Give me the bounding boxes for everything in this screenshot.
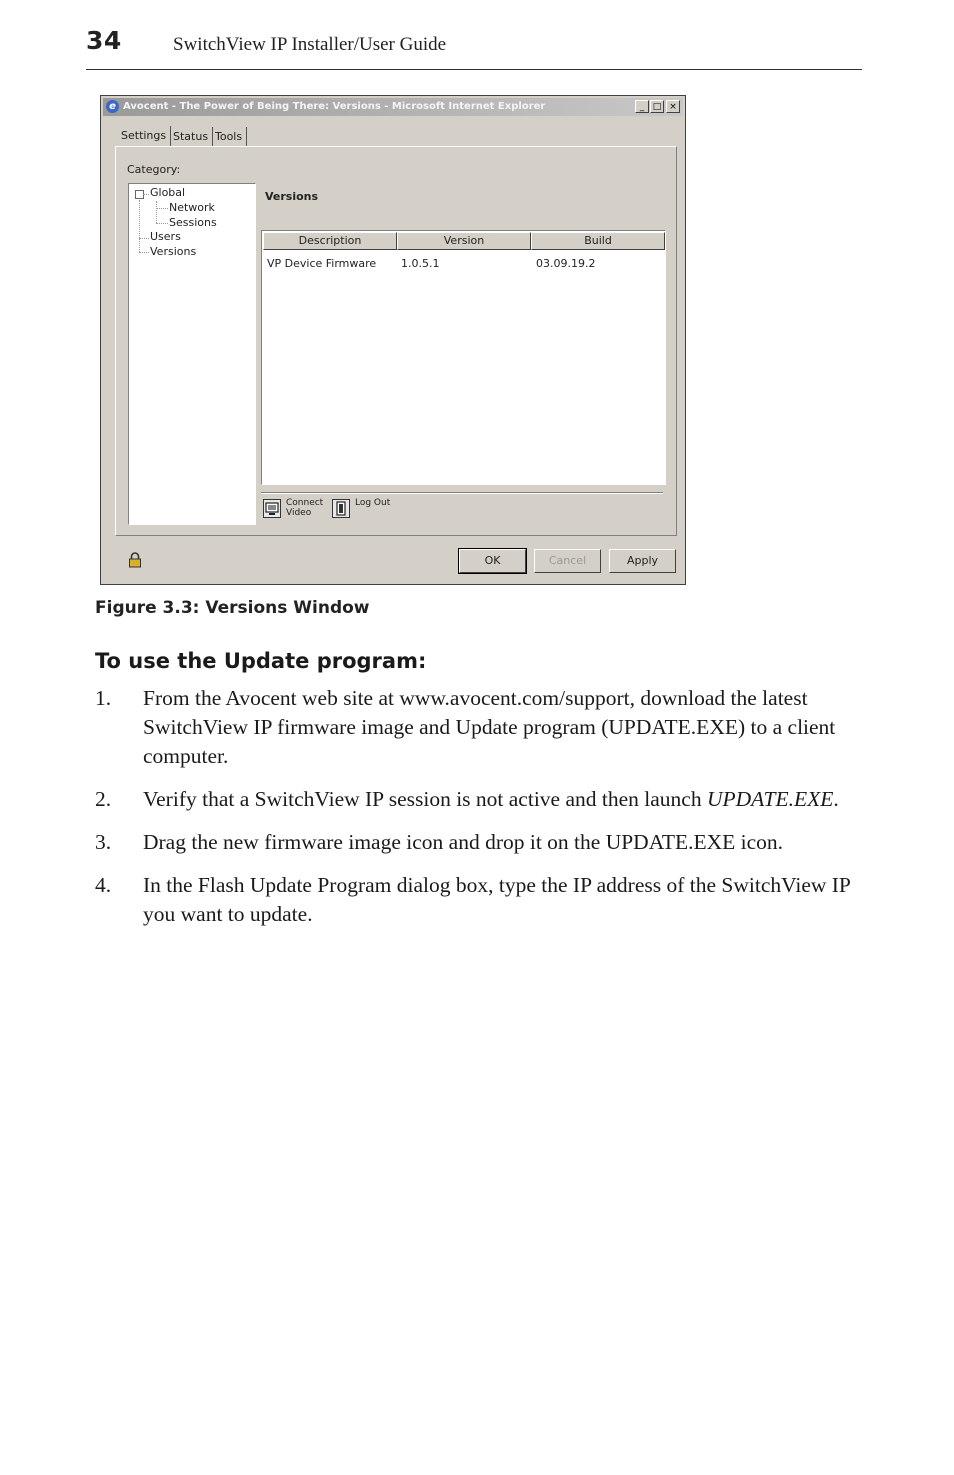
ok-button[interactable]: OK (459, 549, 526, 573)
tree-connector (143, 194, 149, 195)
column-header-version[interactable]: Version (397, 232, 531, 250)
minimize-button[interactable]: _ (635, 100, 649, 113)
tab-status[interactable]: Status (169, 127, 213, 147)
tab-settings[interactable]: Settings (117, 126, 171, 146)
window-title-bar (103, 98, 683, 116)
page-number: 34 (86, 26, 122, 55)
step-number: 1. (95, 686, 112, 710)
step-3 (95, 828, 865, 857)
step-emphasis: UPDATE.EXE (706, 787, 834, 811)
header-rule (86, 69, 862, 70)
step-text: From the Avocent web site at www.avocent.com/support, download the latest SwitchView IP firmware image and Update program (UPDATE.EXE) to a client computer. (143, 686, 836, 768)
step-4 (95, 871, 865, 929)
category-tree (128, 183, 256, 525)
running-title: SwitchView IP Installer/User Guide (173, 34, 447, 55)
step-text: Drag the new firmware image icon and drop it on the UPDATE.EXE icon. (143, 830, 784, 854)
tree-item-users[interactable]: Users (150, 230, 181, 243)
step-number: 2. (95, 787, 112, 811)
cancel-button[interactable]: Cancel (534, 549, 601, 573)
column-header-build[interactable]: Build (531, 232, 665, 250)
tab-tools[interactable]: Tools (211, 127, 247, 147)
ie-icon: e (106, 100, 119, 113)
close-button[interactable]: × (666, 100, 680, 113)
figure-caption: Figure 3.3: Versions Window (95, 598, 370, 618)
tree-connector (156, 201, 157, 223)
versions-heading: Versions (265, 190, 319, 203)
tree-connector (139, 238, 149, 239)
maximize-button[interactable]: □ (650, 100, 664, 113)
table-cell-version[interactable]: 1.0.5.1 (401, 257, 440, 270)
step-text-tail: . (833, 787, 839, 811)
tree-connector (139, 252, 149, 253)
table-cell-description[interactable]: VP Device Firmware (267, 257, 377, 270)
step-number: 3. (95, 830, 112, 854)
door-icon[interactable] (332, 499, 350, 518)
tree-connector (156, 208, 168, 209)
tree-item-sessions[interactable]: Sessions (169, 216, 217, 229)
tree-connector (139, 200, 140, 252)
category-label: Category: (127, 163, 181, 176)
log-out-label[interactable]: Log Out (355, 498, 391, 508)
tree-item-network[interactable]: Network (169, 201, 215, 214)
monitor-icon[interactable] (263, 499, 281, 518)
step-text: In the Flash Update Program dialog box, type the IP address of the SwitchView IP you want to update. (143, 873, 851, 926)
connect-video-label-line1: Connect (286, 498, 324, 508)
table-cell-build[interactable]: 03.09.19.2 (536, 257, 596, 270)
step-number: 4. (95, 873, 112, 897)
versions-window-screenshot (100, 95, 686, 585)
connect-video-label[interactable] (286, 498, 323, 518)
window-title: Avocent - The Power of Being There: Versions - Microsoft Internet Explorer (123, 101, 546, 112)
step-1 (95, 684, 865, 771)
section-heading: To use the Update program: (95, 649, 427, 673)
tree-item-global[interactable]: Global (150, 186, 186, 199)
column-header-description[interactable]: Description (263, 232, 397, 250)
steps-list (95, 684, 865, 943)
apply-button[interactable]: Apply (609, 549, 676, 573)
toolbar-separator (261, 492, 663, 494)
tree-connector (156, 223, 168, 224)
tree-item-versions[interactable]: Versions (150, 245, 197, 258)
step-text: Verify that a SwitchView IP session is not active and then launch (143, 787, 707, 811)
lock-icon (128, 552, 142, 568)
connect-video-label-line2: Video (286, 508, 312, 518)
step-2 (95, 785, 865, 814)
versions-table (261, 230, 666, 485)
